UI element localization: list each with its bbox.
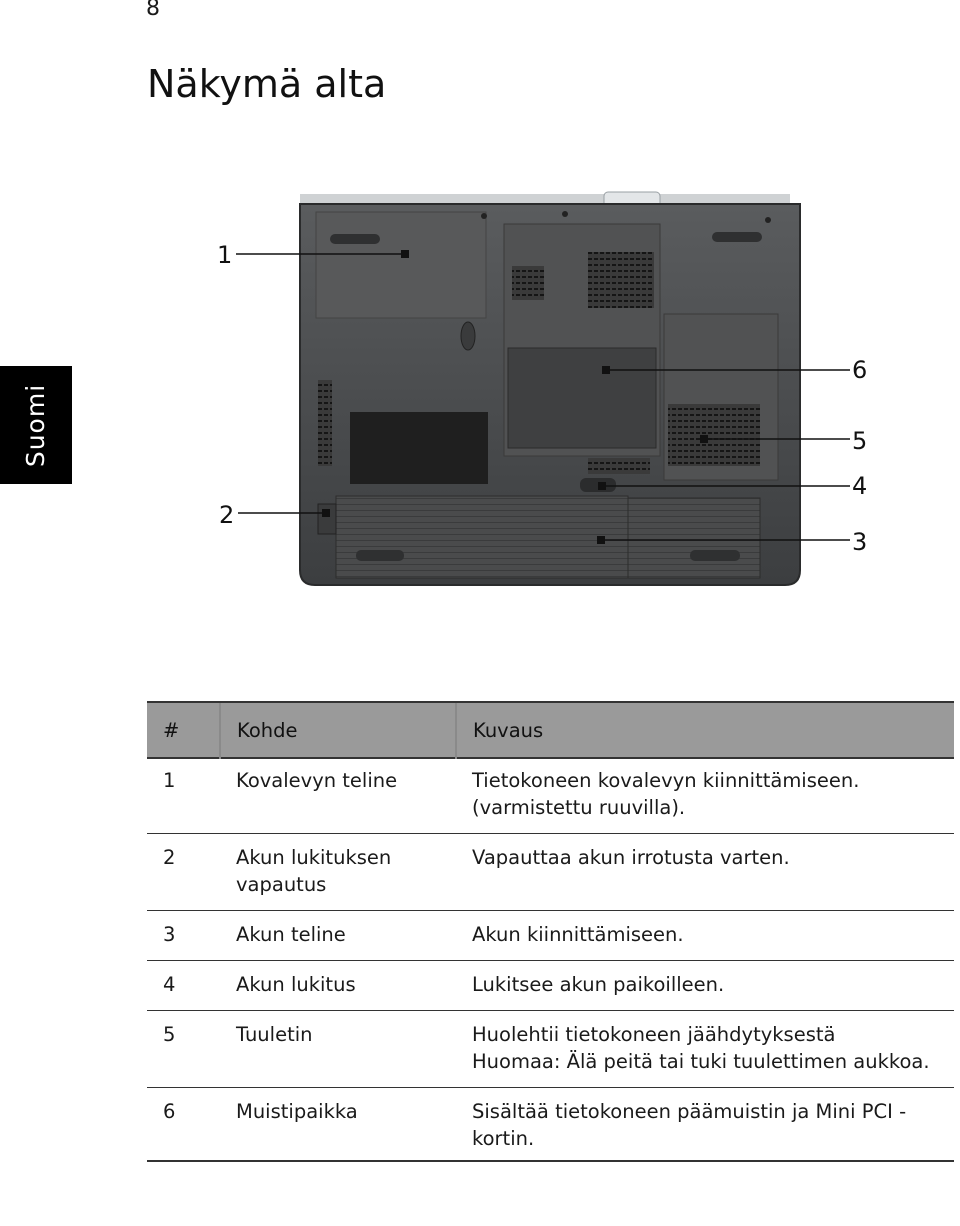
rubber-foot	[330, 234, 380, 244]
row-item: Tuuletin	[220, 1011, 456, 1088]
row-item: Kovalevyn teline	[220, 758, 456, 834]
row-desc	[456, 834, 954, 911]
callout-number-6: 6	[852, 356, 868, 384]
header-desc: Kuvaus	[456, 702, 954, 758]
callout-number-2: 2	[219, 501, 235, 529]
callout-marker-6	[602, 366, 610, 374]
rubber-foot	[356, 550, 404, 561]
row-desc-line: Lukitsee akun paikoilleen.	[472, 973, 725, 996]
row-num: 3	[147, 911, 220, 961]
row-desc	[456, 1011, 954, 1088]
row-desc-note	[472, 1048, 954, 1075]
callout-number-1: 1	[217, 241, 233, 269]
hdd-cover	[316, 212, 486, 318]
battery-release-latch	[318, 504, 336, 534]
table-row	[147, 911, 954, 961]
fan-vent	[668, 404, 760, 466]
row-desc-line: (varmistettu ruuvilla).	[472, 796, 686, 819]
battery-pack	[336, 496, 628, 578]
table-row	[147, 961, 954, 1011]
row-item: Akun lukitus	[220, 961, 456, 1011]
row-num: 6	[147, 1088, 220, 1162]
rubber-foot	[690, 550, 740, 561]
table-row	[147, 1088, 954, 1162]
note-label: Huomaa	[472, 1050, 554, 1073]
callout-number-3: 3	[852, 528, 868, 556]
row-item: Muistipaikka	[220, 1088, 456, 1162]
row-desc-line: Vapauttaa akun irrotusta varten.	[472, 846, 790, 869]
small-vent	[588, 458, 650, 474]
hdd-lock	[461, 322, 475, 350]
table-row	[147, 834, 954, 911]
page-title: Näkymä alta	[147, 62, 387, 106]
memory-cover	[508, 348, 656, 448]
page-number: 8	[146, 0, 160, 21]
row-num: 1	[147, 758, 220, 834]
callout-marker-4	[598, 482, 606, 490]
row-num: 2	[147, 834, 220, 911]
header-item: Kohde	[220, 702, 456, 758]
side-tab-label: Suomi	[21, 383, 51, 467]
label-sticker	[350, 412, 488, 484]
row-desc-line: Huolehtii tietokoneen jäähdytyksestä	[472, 1023, 836, 1046]
callout-number-4: 4	[852, 472, 868, 500]
screw	[481, 213, 487, 219]
side-vent	[318, 380, 332, 466]
row-desc	[456, 1088, 954, 1162]
row-num: 4	[147, 961, 220, 1011]
memory-vent	[588, 252, 654, 308]
row-desc-line: Akun kiinnittämiseen.	[472, 923, 684, 946]
note-text: : Älä peitä tai tuki tuulettimen aukkoa.	[553, 1050, 930, 1073]
memory-vent	[512, 266, 544, 300]
battery-pack-right	[628, 498, 760, 578]
callout-marker-2	[322, 509, 330, 517]
row-desc	[456, 961, 954, 1011]
callout-marker-5	[700, 435, 708, 443]
callout-marker-1	[401, 250, 409, 258]
screw	[562, 211, 568, 217]
callout-number-5: 5	[852, 427, 868, 455]
header-num: #	[147, 702, 220, 758]
row-desc	[456, 758, 954, 834]
screw	[765, 217, 771, 223]
row-num: 5	[147, 1011, 220, 1088]
callout-marker-3	[597, 536, 605, 544]
table-row	[147, 758, 954, 834]
components-table	[147, 701, 954, 1162]
row-item: Akun teline	[220, 911, 456, 961]
table-row	[147, 1011, 954, 1088]
row-item: Akun lukituksen vapautus	[220, 834, 456, 911]
row-desc	[456, 911, 954, 961]
row-desc-line: Sisältää tietokoneen päämuistin ja Mini PCI - kortin.	[472, 1100, 907, 1150]
rubber-foot	[712, 232, 762, 242]
table-header-row	[147, 702, 954, 758]
row-desc-line: Tietokoneen kovalevyn kiinnittämiseen.	[472, 769, 860, 792]
